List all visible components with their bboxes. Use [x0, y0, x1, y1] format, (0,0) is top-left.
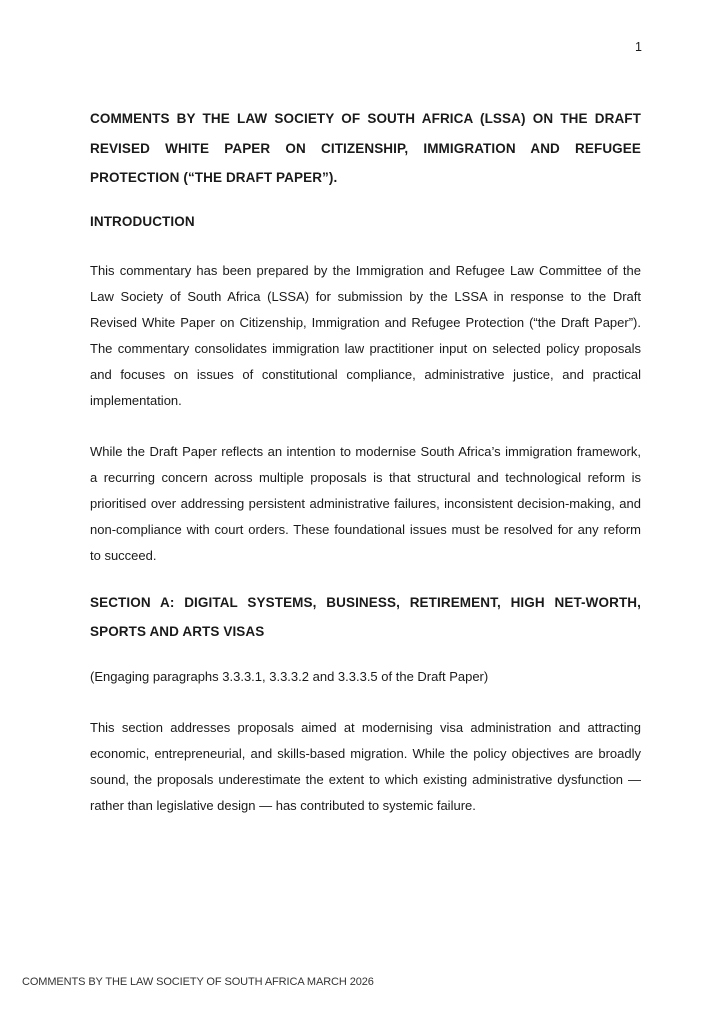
- document-title: COMMENTS BY THE LAW SOCIETY OF SOUTH AFRICA (LSSA) ON THE DRAFT REVISED WHITE PAPER ON CITIZENSHIP, IMMIGRATION AND REFUGEE PROTECTION (“THE DRAFT PAPER”).: [90, 111, 641, 185]
- page-footer: [22, 975, 374, 989]
- document-content: [90, 0, 641, 819]
- section-a-reference-line: (Engaging paragraphs 3.3.3.1, 3.3.3.2 and 3.3.3.5 of the Draft Paper): [90, 668, 489, 684]
- introduction-heading: INTRODUCTION: [90, 213, 195, 229]
- footer-text: COMMENTS BY THE LAW SOCIETY OF SOUTH AFRICA MARCH 2026: [22, 976, 374, 988]
- page-number: 1: [635, 40, 642, 54]
- introduction-paragraph-2: While the Draft Paper reflects an intention to modernise South Africa’s immigration framework, a recurring concern across multiple proposals is that structural and technological reform is prioritised over addressing persistent administrative failures, inconsistent decision-making, and non-compliance with court orders. These foundational issues must be resolved for any reform to succeed.: [90, 443, 641, 563]
- section-a-paragraph-1: This section addresses proposals aimed at modernising visa administration and attracting economic, entrepreneurial, and skills-based migration. While the policy objectives are broadly sound, the proposals underestimate the extent to which existing administrative dysfunction — rather than legislative design — has contributed to systemic failure.: [90, 719, 641, 813]
- introduction-paragraph-1: This commentary has been prepared by the Immigration and Refugee Law Committee of the Law Society of South Africa (LSSA) for submission by the LSSA in response to the Draft Revised White Paper on Citizenship, Immigration and Refugee Protection (“the Draft Paper”). The commentary consolidates immigration law practitioner input on selected policy proposals and focuses on issues of constitutional compliance, administrative justice, and practical implementation.: [90, 262, 641, 408]
- section-a-heading: SECTION A: DIGITAL SYSTEMS, BUSINESS, RETIREMENT, HIGH NET-WORTH, SPORTS AND ARTS VISAS: [90, 594, 641, 639]
